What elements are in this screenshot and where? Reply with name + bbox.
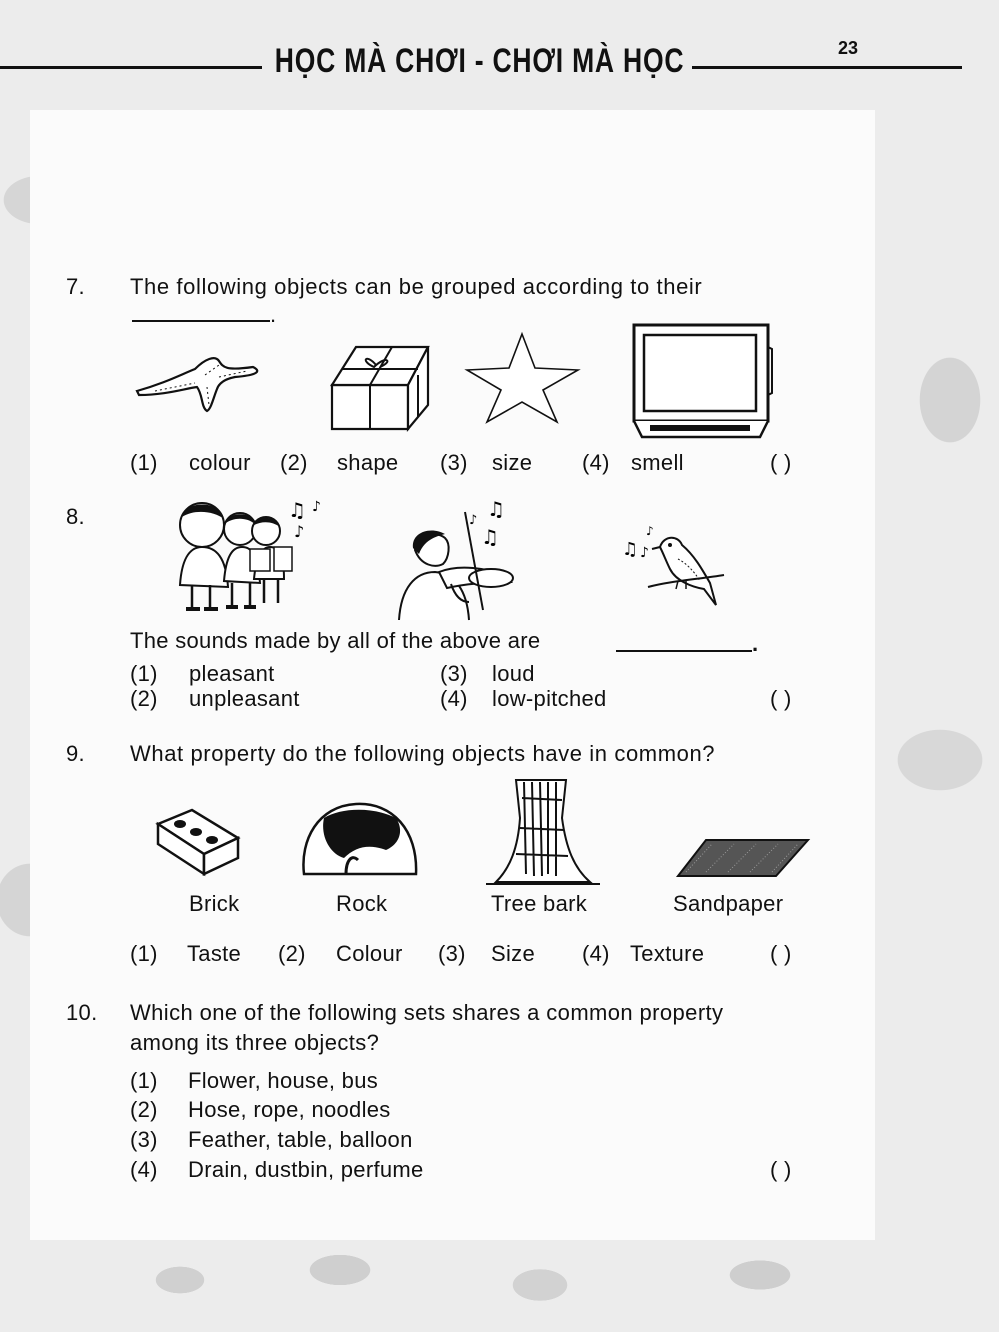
question-8-blank-end: .	[752, 631, 759, 656]
q10-option-1-text: Flower, house, bus	[188, 1068, 379, 1093]
q10-option-4-text: Drain, dustbin, perfume	[188, 1157, 424, 1182]
question-7-blank-end: .	[270, 302, 277, 327]
q10-option-2-num: (2)	[130, 1097, 158, 1122]
q8-option-1-text: pleasant	[189, 661, 275, 686]
q10-option-3-num: (3)	[130, 1127, 158, 1152]
decorative-stone-border	[120, 1240, 880, 1320]
tree-bark-image	[486, 778, 601, 886]
q7-option-1-text: colour	[189, 450, 251, 475]
q10-option-4-num: (4)	[130, 1157, 158, 1182]
q7-option-3-num: (3)	[440, 450, 468, 475]
star-image	[465, 332, 580, 424]
brick-image	[156, 808, 241, 880]
q10-answer-box[interactable]: ( )	[770, 1157, 792, 1182]
q9-answer-box[interactable]: ( )	[770, 941, 792, 966]
q8-option-3-text: loud	[492, 661, 535, 686]
tree-bark-label: Tree bark	[491, 891, 588, 916]
question-10-number: 10.	[66, 1000, 98, 1025]
q7-answer-box[interactable]: ( )	[770, 450, 792, 475]
q9-option-2-num: (2)	[278, 941, 306, 966]
rock-label: Rock	[336, 891, 388, 916]
q7-option-4-num: (4)	[582, 450, 610, 475]
svg-text:♫: ♫	[288, 498, 306, 522]
q7-option-2-num: (2)	[280, 450, 308, 475]
q8-option-4-text: low-pitched	[492, 686, 607, 711]
page-number: 23	[838, 38, 859, 58]
q8-option-2-num: (2)	[130, 686, 158, 711]
question-9-number: 9.	[66, 741, 85, 766]
question-8-number: 8.	[66, 504, 85, 529]
q7-option-3-text: size	[492, 450, 533, 475]
svg-text:♪: ♪	[640, 545, 649, 561]
svg-text:♪: ♪	[469, 513, 478, 528]
svg-text:♪: ♪	[312, 499, 321, 515]
question-10-text-line-2: among its three objects?	[130, 1030, 380, 1055]
gift-box-image	[330, 345, 430, 430]
svg-text:♫: ♫	[481, 525, 499, 549]
question-8-blank	[616, 650, 752, 652]
q9-option-1-num: (1)	[130, 941, 158, 966]
children-singing-image	[170, 495, 335, 620]
singing-bird-image	[620, 525, 730, 610]
q9-option-3-num: (3)	[438, 941, 466, 966]
q7-option-4-text: smell	[631, 450, 684, 475]
q8-answer-box[interactable]: ( )	[770, 686, 792, 711]
q8-option-4-num: (4)	[440, 686, 468, 711]
q8-option-1-num: (1)	[130, 661, 158, 686]
q9-option-4-num: (4)	[582, 941, 610, 966]
sandpaper-image	[676, 838, 810, 878]
sandpaper-label: Sandpaper	[673, 891, 784, 916]
question-10-text-line-1: Which one of the following sets shares a common property	[130, 1000, 724, 1025]
q8-option-3-num: (3)	[440, 661, 468, 686]
page-header-title: HỌC MÀ CHƠI - CHƠI MÀ HỌC	[274, 42, 685, 80]
svg-text:♪: ♪	[294, 522, 305, 541]
question-7-blank	[132, 320, 270, 322]
q9-option-4-text: Texture	[630, 941, 705, 966]
q9-option-1-text: Taste	[187, 941, 242, 966]
q10-option-1-num: (1)	[130, 1068, 158, 1093]
q10-option-3-text: Feather, table, balloon	[188, 1127, 413, 1152]
rock-image	[300, 800, 420, 880]
question-8-text: The sounds made by all of the above are	[130, 628, 541, 653]
q8-option-2-text: unpleasant	[189, 686, 300, 711]
q10-option-2-text: Hose, rope, noodles	[188, 1097, 391, 1122]
q7-option-1-num: (1)	[130, 450, 158, 475]
q9-option-3-text: Size	[491, 941, 535, 966]
question-9-text: What property do the following objects have in common?	[130, 741, 716, 766]
starfish-image	[135, 355, 265, 415]
television-image	[632, 323, 774, 441]
svg-text:♫: ♫	[622, 539, 639, 560]
question-7-number: 7.	[66, 274, 85, 299]
svg-text:♫: ♫	[487, 497, 505, 521]
q9-option-2-text: Colour	[336, 941, 403, 966]
svg-text:♪: ♪	[646, 524, 654, 538]
q7-option-2-text: shape	[337, 450, 399, 475]
brick-label: Brick	[189, 891, 240, 916]
violinist-image	[395, 492, 525, 622]
question-7-text: The following objects can be grouped according to their	[130, 274, 703, 299]
